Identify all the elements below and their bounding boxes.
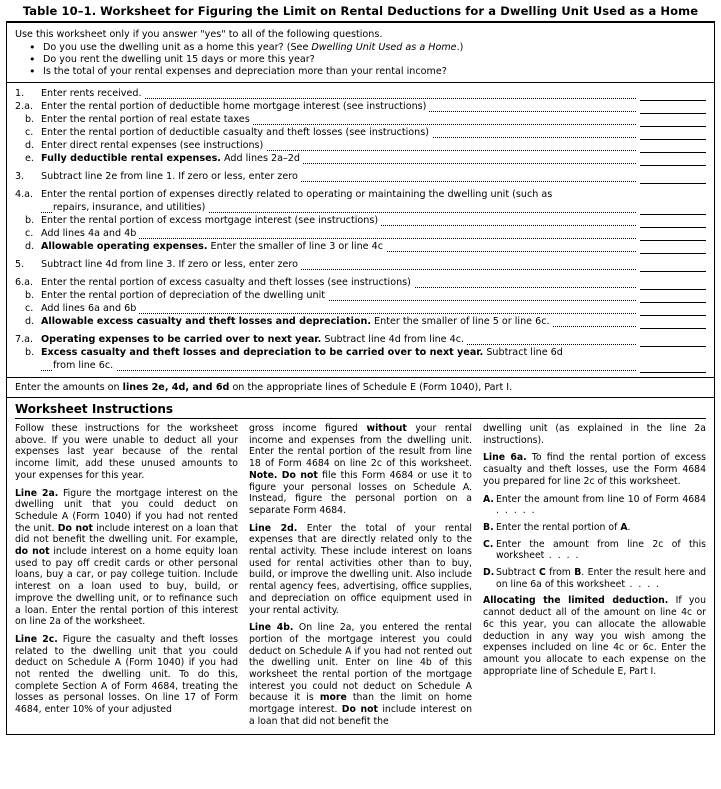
amount-entry-field[interactable] — [640, 318, 706, 329]
line-text: Enter the rental portion of deductible home mortgage interest (see instructions) — [41, 101, 429, 112]
worksheet-instructions-box — [6, 398, 715, 735]
amount-rule — [640, 142, 706, 153]
amount-rule — [640, 191, 706, 202]
instruction-paragraph: dwelling unit (as explained in the line 2a instructions). — [483, 423, 706, 446]
line-text: repairs, insurance, and utilities) — [53, 202, 208, 213]
amount-entry-field[interactable] — [640, 173, 706, 184]
amount-rule — [640, 261, 706, 272]
amount-rule — [640, 129, 706, 140]
worksheet-line-row — [15, 290, 706, 303]
worksheet-line-row — [15, 202, 706, 215]
amount-rule — [640, 292, 706, 303]
instruction-step-item — [483, 539, 706, 562]
bullet-text: Do you rent the dwelling unit 15 days or more this year? — [43, 54, 315, 65]
line-text: Enter the rental portion of excess casualty and theft losses (see instructions) — [41, 277, 414, 288]
amount-entry-field — [640, 349, 706, 360]
worksheet-line-row — [15, 360, 706, 373]
line-label — [41, 88, 636, 101]
line-text: Allowable excess casualty and theft losses and depreciation. Enter the smaller of line 5 or line 6c. — [41, 316, 553, 327]
instruction-paragraph: Line 2a. Figure the mortgage interest on the dwelling unit that you could deduct on Schedule A (Form 1040) if you had not rented the unit. Do not include interest on a loan that did not benefit the dwelling unit. For example, do not include interest on a home equity loan used to pay off credit cards or other personal loans, buy a car, or pay college tuition. Include interest on a loan used to buy, build, or improve the dwelling unit, or to refinance such a loan. Enter the rental portion of this interest on line 2a of the worksheet. — [15, 487, 238, 628]
worksheet-line-row — [15, 101, 706, 114]
line-text: Add lines 4a and 4b — [41, 228, 139, 239]
step-letter: D. — [483, 567, 495, 579]
bullet-text: Is the total of your rental expenses and depreciation more than your rental income? — [43, 66, 447, 77]
intro-lead: Use this worksheet only if you answer "yes" to all of the following questions. — [15, 29, 383, 40]
line-number: 6.a. — [15, 277, 34, 288]
instruction-step-item — [483, 522, 706, 534]
step-letter: B. — [483, 521, 494, 533]
line-label — [41, 171, 636, 184]
line-label — [41, 215, 636, 228]
amount-rule — [640, 103, 706, 114]
instruction-paragraph: Allocating the limited deduction. If you cannot deduct all of the amount on line 4c or 6c this year, you can allocate the allowable deduction in any way you wish among the expenses included on line 4c or 6c. Enter the amount you allocate to each expense on the appropriate line of Schedule E, Part I. — [483, 595, 706, 677]
amount-entry-field[interactable] — [640, 243, 706, 254]
line-number: b. — [25, 347, 35, 358]
line-number: 7.a. — [15, 334, 34, 345]
table-title-text: Worksheet for Figuring the Limit on Rental Deductions for a Dwelling Unit Used as a Home — [100, 4, 699, 18]
line-text: Enter the rental portion of excess mortgage interest (see instructions) — [41, 215, 381, 226]
line-number: 5. — [15, 259, 25, 270]
worksheet-line-row — [15, 259, 706, 272]
line-text: Enter the rental portion of depreciation of the dwelling unit — [41, 290, 328, 301]
line-label — [41, 334, 636, 347]
worksheet-line-row — [15, 114, 706, 127]
leader-dots: . . . . — [544, 550, 580, 562]
line-text: Excess casualty and theft losses and depreciation to be carried over to next year. Subtract line 6d — [41, 347, 566, 358]
footer-note-pre: Enter the amounts on — [15, 382, 123, 393]
line-text: Enter rents received. — [41, 88, 145, 99]
line-text: Enter the rental portion of real estate taxes — [41, 114, 253, 125]
line-text: Subtract line 4d from line 3. If zero or less, enter zero — [41, 259, 301, 270]
worksheet-line-row — [15, 215, 706, 228]
amount-rule — [640, 362, 706, 373]
instructions-columns — [15, 423, 706, 728]
line-label — [41, 241, 636, 254]
footer-note-post: on the appropriate lines of Schedule E (Form 1040), Part I. — [229, 382, 513, 393]
line-label — [41, 316, 636, 329]
instructions-column-2 — [249, 423, 472, 728]
amount-entry-field[interactable] — [640, 230, 706, 241]
instruction-paragraph: Line 2c. Figure the casualty and theft losses related to the dwelling unit that you could deduct on Schedule A (Form 1040) if you had not rented the dwelling unit. To do this, complete Section A of Form 4684, treating the losses as personal losses. On line 17 of Form 4684, enter 10% of your adjusted — [15, 633, 238, 716]
line-label — [41, 189, 636, 202]
amount-rule — [640, 230, 706, 241]
amount-rule — [640, 217, 706, 228]
amount-entry-field[interactable] — [640, 336, 706, 347]
amount-rule — [640, 116, 706, 127]
line-label — [41, 259, 636, 272]
worksheet-line-row — [15, 316, 706, 329]
leader-dots: . . . . . — [496, 505, 537, 517]
amount-entry-field — [640, 191, 706, 202]
step-text: Subtract C from B. Enter the result here and on line 6a of this worksheet . . . . — [496, 567, 707, 590]
line-text: Enter the rental portion of expenses directly related to operating or maintaining the dwelling unit (such as — [41, 189, 555, 200]
line-text: Operating expenses to be carried over to next year. Subtract line 4d from line 4c. — [41, 334, 467, 345]
line-number: c. — [25, 303, 34, 314]
worksheet-line-row — [15, 171, 706, 184]
amount-entry-field[interactable] — [640, 90, 706, 101]
worksheet-line-row — [15, 228, 706, 241]
line-label — [41, 303, 636, 316]
page-title — [6, 4, 715, 23]
amount-entry-field[interactable] — [640, 292, 706, 303]
line-text: Subtract line 2e from line 1. If zero or less, enter zero — [41, 171, 301, 182]
eligibility-intro — [7, 23, 714, 83]
line-number: e. — [25, 153, 34, 164]
line-label — [41, 153, 636, 166]
line-label — [41, 360, 636, 373]
step-letter: C. — [483, 538, 494, 550]
line-number: 3. — [15, 171, 25, 182]
amount-entry-field[interactable] — [640, 103, 706, 114]
amount-entry-field[interactable] — [640, 362, 706, 373]
amount-entry-field[interactable] — [640, 279, 706, 290]
line-number: d. — [25, 241, 35, 252]
step-text: Enter the amount from line 10 of Form 4684 . . . . . — [496, 493, 706, 517]
instruction-paragraph: Line 2d. Enter the total of your rental expenses that are directly related only to the rental activity. These include interest on loans used for rental activities other than to buy, build, or improve the dwelling unit. Also include rental agency fees, advertising, office supplies, and depreciation on office equipment used in your rental activity. — [249, 522, 472, 616]
line-text: Allowable operating expenses. Enter the smaller of line 3 or line 4c — [41, 241, 386, 252]
line-text: from line 6c. — [53, 360, 116, 371]
worksheet-line-row — [15, 153, 706, 166]
intro-bullet-list — [15, 42, 706, 77]
worksheet-line-row — [15, 277, 706, 290]
amount-rule — [640, 155, 706, 166]
line-number: b. — [25, 290, 35, 301]
amount-entry-field[interactable] — [640, 261, 706, 272]
instructions-column-3 — [483, 423, 706, 728]
line-text: Add lines 6a and 6b — [41, 303, 139, 314]
amount-rule — [640, 305, 706, 316]
list-item — [33, 54, 706, 65]
line-number: b. — [25, 215, 35, 226]
worksheet-footer-note — [7, 377, 714, 397]
list-item — [33, 42, 706, 53]
amount-entry-field[interactable] — [640, 305, 706, 316]
table-number: Table 10–1. — [22, 4, 97, 18]
line-text: Fully deductible rental expenses. Add lines 2a–2d — [41, 153, 303, 164]
line-label — [41, 228, 636, 241]
line-text: Enter direct rental expenses (see instructions) — [41, 140, 266, 151]
instruction-step-item — [483, 567, 706, 590]
instruction-step-item — [483, 494, 706, 517]
line-label — [41, 140, 636, 153]
amount-entry-field[interactable] — [640, 204, 706, 215]
instruction-paragraph: Line 4b. On line 2a, you entered the rental portion of the mortgage interest you could deduct on Schedule A if you had not rented out the dwelling unit. Enter on line 4b of this worksheet the rental portion of the mortgage interest you could not deduct on Schedule A because it is more than the limit on home mortgage interest. Do not include interest on a loan that did not benefit the — [249, 622, 473, 727]
line-text: Enter the rental portion of deductible casualty and theft losses (see instructions) — [41, 127, 432, 138]
amount-rule — [640, 279, 706, 290]
leader-dots — [41, 370, 636, 371]
amount-rule — [640, 243, 706, 254]
amount-entry-field[interactable] — [640, 217, 706, 228]
instruction-paragraph: gross income figured without your rental income and expenses from the dwelling unit. Enter the rental portion of the result from line 18 of Form 4684 on line 2c of this worksheet. Note. Do not file this Form 4684 or use it to figure your personal losses on Schedule A. Instead, figure the personal portion on a separate Form 4684. — [249, 423, 472, 516]
instructions-heading: Worksheet Instructions — [15, 402, 706, 419]
worksheet-line-row — [15, 347, 706, 360]
worksheet-line-row — [15, 127, 706, 140]
worksheet-line-row — [15, 140, 706, 153]
worksheet-line-row — [15, 189, 706, 202]
amount-entry-field[interactable] — [640, 155, 706, 166]
line-label — [41, 290, 636, 303]
amount-rule — [640, 90, 706, 101]
bullet-text: Do you use the dwelling unit as a home this year? (See — [43, 42, 312, 53]
amount-rule — [640, 173, 706, 184]
worksheet-box — [6, 23, 715, 398]
line-number: c. — [25, 127, 34, 138]
line-label — [41, 202, 636, 215]
worksheet-line-row — [15, 334, 706, 347]
line-number: 1. — [15, 88, 25, 99]
worksheet-line-row — [15, 303, 706, 316]
worksheet-line-row — [15, 88, 706, 101]
line-number: 2.a. — [15, 101, 34, 112]
line-label — [41, 101, 636, 114]
amount-rule — [640, 336, 706, 347]
amount-rule — [640, 204, 706, 215]
step-text: Enter the amount from line 2c of this worksheet . . . . — [496, 538, 706, 562]
instruction-paragraph: Follow these instructions for the worksheet above. If you were unable to deduct all your expenses last year because of the rental income limit, add these unused amounts to your expenses for this year. — [15, 423, 238, 481]
line-label — [41, 127, 636, 140]
amount-entry-field[interactable] — [640, 142, 706, 153]
amount-rule — [640, 349, 706, 360]
line-number: d. — [25, 140, 35, 151]
worksheet-line-row — [15, 241, 706, 254]
bullet-italic: Dwelling Unit Used as a Home — [311, 42, 457, 53]
bullet-post: .) — [456, 42, 464, 53]
step-letter: A. — [483, 493, 494, 505]
step-text: Enter the rental portion of A. — [496, 521, 631, 533]
amount-rule — [640, 318, 706, 329]
instruction-paragraph: Line 6a. To find the rental portion of excess casualty and theft losses, use the Form 4684 you prepared for line 2c of this worksheet. — [483, 452, 706, 487]
line-number: d. — [25, 316, 35, 327]
line-label — [41, 277, 636, 290]
line-number: c. — [25, 228, 34, 239]
list-item — [33, 66, 706, 77]
worksheet-lines — [7, 83, 714, 377]
line-label — [41, 347, 636, 360]
amount-entry-field[interactable] — [640, 129, 706, 140]
footer-note-bold: lines 2e, 4d, and 6d — [122, 382, 230, 393]
leader-dots: . . . . — [625, 578, 661, 590]
instructions-column-1 — [15, 423, 238, 728]
line-number: b. — [25, 114, 35, 125]
line-number: 4.a. — [15, 189, 34, 200]
amount-entry-field[interactable] — [640, 116, 706, 127]
line-label — [41, 114, 636, 127]
